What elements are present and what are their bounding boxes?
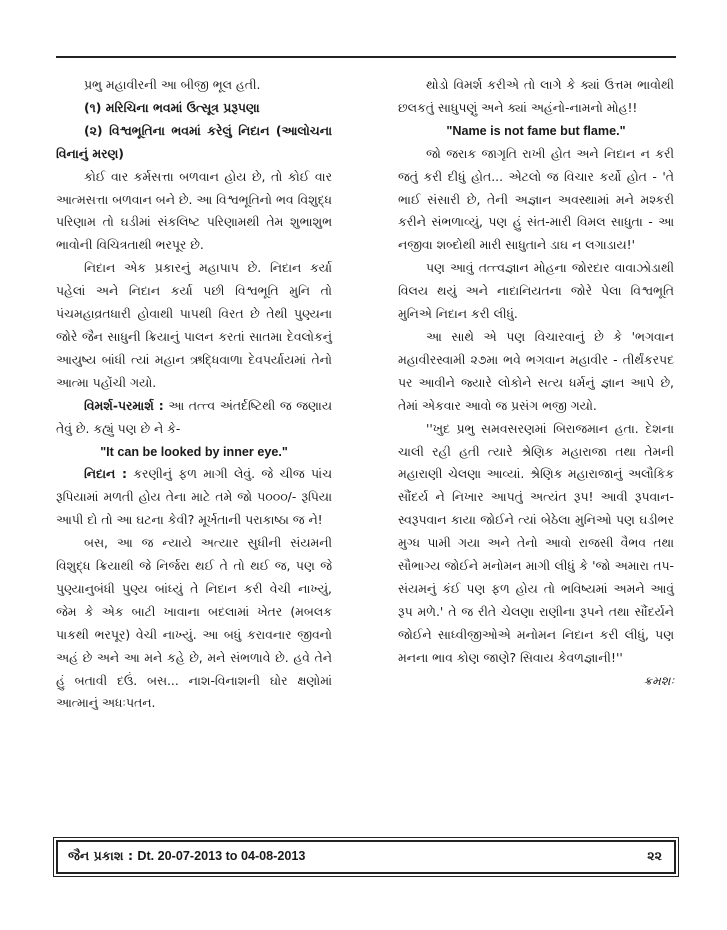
paragraph-text: કરણીનું ફળ માગી લેવું. જે ચીજ પાંચ રૂપિયામાં મળતી હોય તેના માટે તમે જો ૫૦૦૦/- રૂપિયા આપી દો તો આ ઘટના કેવી? મૂર્ખતાની પરાકાષ્ઠા જ ને! xyxy=(56,466,332,528)
paragraph xyxy=(56,74,332,97)
paragraph-text: થોડો વિમર્શ કરીએ તો લાગે કે ક્યાં ઉત્તમ ભાવોથી છલકતું સાધુપણું અને ક્યાં અહંનો-નામનો મોહ!! xyxy=(398,77,674,115)
footer-publication-info xyxy=(68,848,305,864)
issue-dates: Dt. 20-07-2013 to 04-08-2013 xyxy=(137,849,306,863)
paragraph xyxy=(398,257,674,326)
paragraph-text: (૧) મરિચિના ભવમાં ઉત્સૂત્ર પ્રરૂપણા xyxy=(84,99,260,115)
paragraph xyxy=(56,257,332,394)
right-column xyxy=(398,74,674,692)
paragraph xyxy=(56,120,332,166)
paragraph xyxy=(56,441,332,464)
paragraph-label: નિદાન : xyxy=(84,466,127,482)
page-number: ૨૨ xyxy=(647,848,662,863)
paragraph xyxy=(56,532,332,715)
top-rule xyxy=(56,56,676,58)
paragraph-text: "Name is not fame but flame." xyxy=(446,123,626,138)
page-footer xyxy=(56,840,676,874)
paragraph-text: આ સાથે એ પણ વિચારવાનું છે કે 'ભગવાન મહાવીરસ્વામી ૨૭મા ભવે ભગવાન મહાવીર - તીર્થંકરપદ પર આવીને જ્યારે લોકોને સત્ય ધર્મનું જ્ઞાન આપે છે, તેમાં એકવાર આવો જ પ્રસંગ ભજી ગયો. xyxy=(398,328,674,413)
paragraph-text: કોઈ વાર કર્મસત્તા બળવાન હોય છે, તો કોઈ વાર આત્મસત્તા બળવાન બને છે. આ વિશ્વભૂતિનો ભવ વિશુદ્ધ પરિણામ તો ઘડીમાં સંકલિષ્ટ પરિણામથી તેમ શુભાશુભ ભાવોની વિચિત્રતાથી ભરપૂર છે. xyxy=(56,168,332,253)
paragraph xyxy=(398,74,674,120)
paragraph-text: જો જરાક જાગૃતિ રાખી હોત અને નિદાન ન કરી જતું કરી દીધું હોત... એટલો જ વિચાર કર્યો હોત - 'તે ભાઈ સંસારી છે, તેની અજ્ઞાન અવસ્થામાં મને મશ્કરી કરીને સંભળાવ્યું, પણ હું સંત-મારી વિમલ સાધુતા - આ નજીવા શબ્દોથી મારી સાધુતાને ડાઘ ન લગાડાય!' xyxy=(398,145,674,253)
paragraph xyxy=(56,97,332,120)
paragraph xyxy=(398,326,674,418)
paragraph-text: ક્રમશઃ xyxy=(643,672,674,688)
paragraph-text: પ્રભુ મહાવીરની આ બીજી ભૂલ હતી. xyxy=(84,77,261,92)
paragraph xyxy=(398,143,674,258)
footer-separator: : xyxy=(127,848,133,863)
paragraph xyxy=(398,418,674,670)
paragraph xyxy=(56,463,332,532)
paragraph-text: ''ખુદ પ્રભુ સમવસરણમાં બિરાજમાન હતા. દેશના ચાલી રહી હતી ત્યારે શ્રેણિક મહારાજા તથા તેમની મહારાણી ચેલણા આવ્યાં. શ્રેણિક મહારાજાનું અલૌકિક સૌંદર્ય ને નિખાર આપતું અત્યંત રૂપ! આવી રૂપવાન-સ્વરૂપવાન કાયા જોઈને ત્યાં બેઠેલા મુનિઓ પણ ઘડીભર મુગ્ધ પામી ગયા અને તેનો આવો રાજસી વૈભવ તથા સૌભાગ્ય જોઈને મનોમન માગી લીધું કે 'જો અમારા તપ-સંયમનું કંઈ પણ ફળ હોય તો ભવિષ્યમાં અમને આવું રૂપ મળે.' તે જ રીતે ચેલણા રાણીના રૂપને તથા સૌંદર્યને જોઈને સાધ્વીજીઓએ મનોમન નિદાન કરી લીધું, પણ મનના ભાવ કોણ જાણે? સિવાય કેવળજ્ઞાની!'' xyxy=(398,420,674,665)
paragraph-text: (૨) વિશ્વભૂતિના ભવમાં કરેલું નિદાન (આલોચના વિનાનું મરણ) xyxy=(56,122,332,161)
paragraph xyxy=(56,166,332,258)
paragraph-text: "It can be looked by inner eye." xyxy=(100,444,288,459)
paragraph-text: બસ, આ જ ન્યાયે અત્યાર સુધીની સંયમની વિશુદ્ધ ક્રિયાથી જે નિર્જરા થઈ તે તો થઈ જ, પણ જે પુણ્યાનુબંધી પુણ્ય બાંધ્યું તે નિદાન કરી વેચી નાખ્યું, જેમ કે એક બાટી ખાવાના બદલામાં ખેતર (મબલક પાકથી ભરપૂર) વેચી નાખ્યું. આ બધું કરાવનાર જીવનો અહં છે અને આ મને કહે છે, મને સંભળાવે છે. હવે તેને હું બતાવી દઉં. બસ... નાશ-વિનાશની ઘોર ક્ષણોમાં આત્માનું અધઃપતન. xyxy=(56,535,332,711)
publication-name: જૈન પ્રકાશ xyxy=(68,848,124,863)
paragraph xyxy=(398,670,674,693)
paragraph-text: પણ આવું તત્ત્વજ્ઞાન મોહના જોરદાર વાવાઝોડાથી વિલય થયું અને નાદાનિયતના જોરે પેલા વિશ્વભૂતિ મુનિએ નિદાન કરી લીધું. xyxy=(398,260,674,322)
paragraph-text: આ તત્ત્વ અંતર્દષ્ટિથી જ જણાય તેવું છે. કહ્યું પણ છે ને કે- xyxy=(56,397,332,436)
paragraph-label: વિમર્શ-પરમાર્શ : xyxy=(84,397,164,413)
paragraph xyxy=(56,395,332,441)
left-column xyxy=(56,74,332,715)
paragraph-text: નિદાન એક પ્રકારનું મહાપાપ છે. નિદાન કર્યા પહેલાં અને નિદાન કર્યા પછી વિશ્વભૂતિ મુનિ તો પંચમહાવ્રતધારી હોવાથી પાપથી વિરત છે તેથી પુણ્યના જોરે જૈન સાધુની ક્રિયાનું પાલન કરતાં સાતમા દેવલોકનું આયુષ્ય બાંધી ત્યાં મહાન ઋદ્ધિવાળા દેવપર્યાયમાં તેનો આત્મા પહોંચી ગયો. xyxy=(56,260,332,390)
paragraph xyxy=(398,120,674,143)
